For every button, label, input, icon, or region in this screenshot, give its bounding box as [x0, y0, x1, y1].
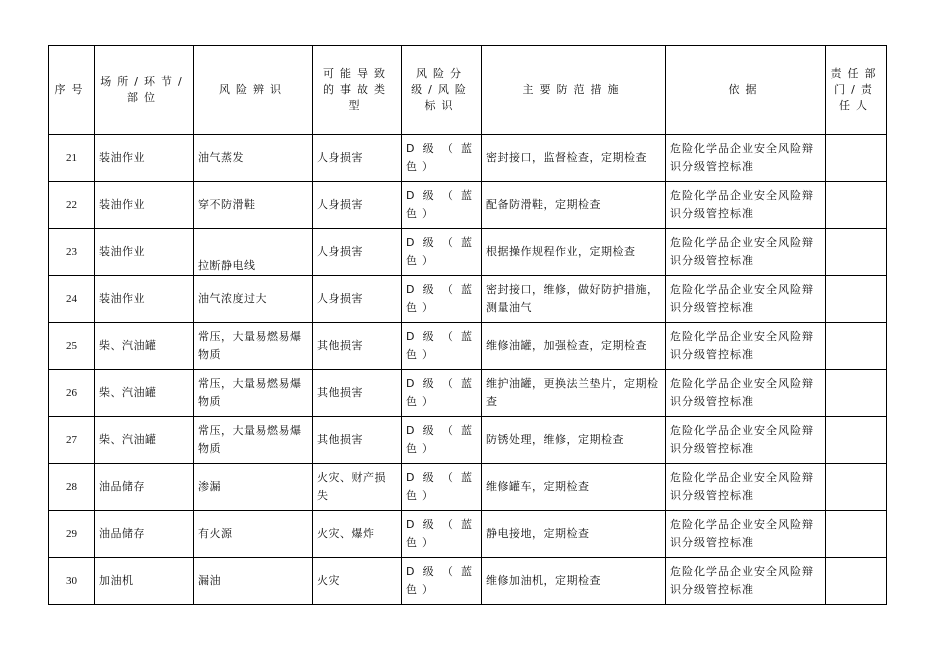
cell-location: 装油作业	[95, 182, 194, 229]
header-basis: 依据	[666, 46, 826, 135]
cell-measures: 配备防滑鞋，定期检查	[482, 182, 666, 229]
cell-seq: 27	[49, 417, 95, 464]
cell-measures: 维修加油机，定期检查	[482, 558, 666, 605]
cell-basis: 危险化学品企业安全风险辩识分级管控标准	[666, 511, 826, 558]
cell-accident: 人身损害	[313, 276, 402, 323]
table-row	[49, 370, 887, 417]
cell-grade: D级（蓝色）	[402, 417, 482, 464]
table-row	[49, 229, 887, 276]
cell-seq: 30	[49, 558, 95, 605]
cell-accident: 其他损害	[313, 323, 402, 370]
cell-owner	[826, 464, 887, 511]
risk-table	[48, 45, 887, 605]
cell-location: 柴、汽油罐	[95, 370, 194, 417]
cell-basis: 危险化学品企业安全风险辩识分级管控标准	[666, 417, 826, 464]
cell-risk: 渗漏	[194, 464, 313, 511]
cell-location: 装油作业	[95, 229, 194, 276]
cell-risk: 漏油	[194, 558, 313, 605]
cell-risk: 常压，大量易燃易爆物质	[194, 417, 313, 464]
cell-risk: 穿不防滑鞋	[194, 182, 313, 229]
cell-basis: 危险化学品企业安全风险辩识分级管控标准	[666, 323, 826, 370]
cell-seq: 22	[49, 182, 95, 229]
table-row	[49, 323, 887, 370]
cell-grade: D级（蓝色）	[402, 370, 482, 417]
cell-location: 加油机	[95, 558, 194, 605]
cell-risk: 油气浓度过大	[194, 276, 313, 323]
cell-location: 油品储存	[95, 464, 194, 511]
cell-basis: 危险化学品企业安全风险辩识分级管控标准	[666, 276, 826, 323]
cell-seq: 26	[49, 370, 95, 417]
cell-location: 装油作业	[95, 276, 194, 323]
cell-owner	[826, 511, 887, 558]
cell-seq: 29	[49, 511, 95, 558]
cell-risk: 拉断静电线	[194, 229, 313, 276]
table-row	[49, 135, 887, 182]
cell-grade: D级（蓝色）	[402, 511, 482, 558]
cell-risk: 常压，大量易燃易爆物质	[194, 370, 313, 417]
cell-owner	[826, 276, 887, 323]
cell-basis: 危险化学品企业安全风险辩识分级管控标准	[666, 558, 826, 605]
cell-accident: 其他损害	[313, 370, 402, 417]
cell-accident: 火灾	[313, 558, 402, 605]
cell-owner	[826, 323, 887, 370]
cell-owner	[826, 370, 887, 417]
table-row	[49, 511, 887, 558]
cell-grade: D级（蓝色）	[402, 276, 482, 323]
table-row	[49, 182, 887, 229]
cell-seq: 28	[49, 464, 95, 511]
table-row	[49, 417, 887, 464]
cell-owner	[826, 135, 887, 182]
header-accident: 可能导致的事故类型	[313, 46, 402, 135]
cell-accident: 其他损害	[313, 417, 402, 464]
cell-location: 柴、汽油罐	[95, 417, 194, 464]
cell-accident: 人身损害	[313, 182, 402, 229]
header-location: 场所/环节/部位	[95, 46, 194, 135]
cell-measures: 维修罐车，定期检查	[482, 464, 666, 511]
header-row	[49, 46, 887, 135]
cell-owner	[826, 182, 887, 229]
cell-basis: 危险化学品企业安全风险辩识分级管控标准	[666, 135, 826, 182]
cell-location: 装油作业	[95, 135, 194, 182]
cell-grade: D级（蓝色）	[402, 182, 482, 229]
table-row	[49, 276, 887, 323]
header-seq: 序号	[49, 46, 95, 135]
cell-basis: 危险化学品企业安全风险辩识分级管控标准	[666, 182, 826, 229]
header-risk: 风险辨识	[194, 46, 313, 135]
header-grade: 风险分级/风险标识	[402, 46, 482, 135]
cell-seq: 24	[49, 276, 95, 323]
cell-seq: 25	[49, 323, 95, 370]
cell-basis: 危险化学品企业安全风险辩识分级管控标准	[666, 464, 826, 511]
cell-measures: 防锈处理，维修，定期检查	[482, 417, 666, 464]
cell-measures: 静电接地，定期检查	[482, 511, 666, 558]
cell-owner	[826, 417, 887, 464]
cell-risk: 油气蒸发	[194, 135, 313, 182]
cell-grade: D级（蓝色）	[402, 558, 482, 605]
cell-grade: D级（蓝色）	[402, 323, 482, 370]
table-row	[49, 558, 887, 605]
cell-location: 油品储存	[95, 511, 194, 558]
cell-seq: 23	[49, 229, 95, 276]
cell-accident: 火灾、财产损失	[313, 464, 402, 511]
cell-accident: 人身损害	[313, 135, 402, 182]
header-owner: 责任部门/责任人	[826, 46, 887, 135]
cell-measures: 密封接口，维修，做好防护措施，测量油气	[482, 276, 666, 323]
cell-measures: 维修油罐，加强检查，定期检查	[482, 323, 666, 370]
cell-measures: 维护油罐，更换法兰垫片，定期检查	[482, 370, 666, 417]
cell-measures: 密封接口，监督检查，定期检查	[482, 135, 666, 182]
cell-accident: 人身损害	[313, 229, 402, 276]
cell-basis: 危险化学品企业安全风险辩识分级管控标准	[666, 370, 826, 417]
cell-accident: 火灾、爆炸	[313, 511, 402, 558]
cell-seq: 21	[49, 135, 95, 182]
cell-grade: D级（蓝色）	[402, 464, 482, 511]
cell-risk: 有火源	[194, 511, 313, 558]
cell-location: 柴、汽油罐	[95, 323, 194, 370]
cell-grade: D级（蓝色）	[402, 229, 482, 276]
cell-grade: D级（蓝色）	[402, 135, 482, 182]
header-measures: 主要防范措施	[482, 46, 666, 135]
cell-measures: 根据操作规程作业，定期检查	[482, 229, 666, 276]
cell-owner	[826, 558, 887, 605]
cell-risk: 常压，大量易燃易爆物质	[194, 323, 313, 370]
table-row	[49, 464, 887, 511]
cell-basis: 危险化学品企业安全风险辩识分级管控标准	[666, 229, 826, 276]
cell-owner	[826, 229, 887, 276]
